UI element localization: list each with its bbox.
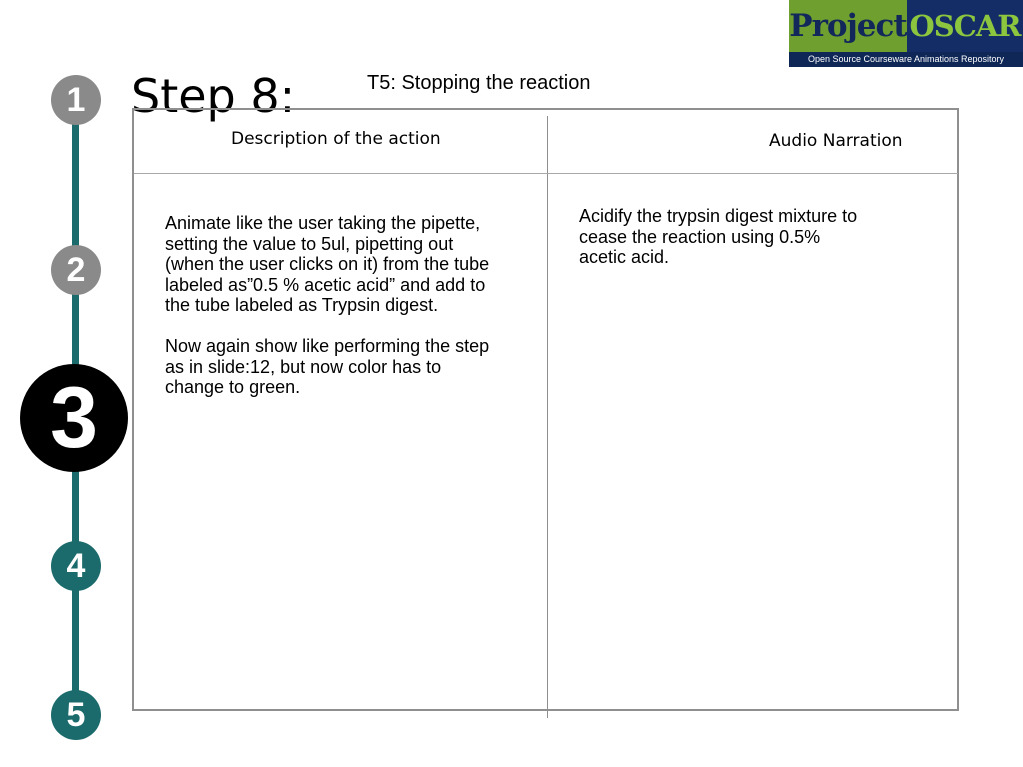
slide-subtitle: T5: Stopping the reaction	[367, 72, 591, 94]
step-5-circle[interactable]: 5	[51, 690, 101, 740]
step-1-circle[interactable]: 1	[51, 75, 101, 125]
description-paragraph: Animate like the user taking the pipette, setting the value to 5ul, pipetting out (when the user clicks on it) from the tube labeled as”0.5 % acetic acid” and add to the tube labeled as Trypsin digest.	[165, 213, 490, 315]
description-column-header: Description of the action	[231, 129, 441, 149]
slide-title: Step 8:	[131, 69, 296, 123]
storyboard-table	[132, 108, 959, 711]
audio-narration-cell: Acidify the trypsin digest mixture to cease the reaction using 0.5% acetic acid.	[579, 206, 858, 267]
step-4-circle[interactable]: 4	[51, 541, 101, 591]
step-3-circle-current[interactable]: 3	[20, 364, 128, 472]
description-paragraph: Now again show like performing the step as in slide:12, but now color has to change to green.	[165, 336, 490, 397]
project-oscar-logo	[789, 0, 1023, 67]
table-header-divider	[134, 173, 958, 174]
logo-project-word: Project	[789, 0, 907, 52]
description-cell	[165, 213, 505, 398]
logo-oscar-word: OSCAR	[907, 0, 1023, 52]
step-2-circle[interactable]: 2	[51, 245, 101, 295]
table-column-divider	[547, 116, 548, 718]
audio-column-header: Audio Narration	[769, 131, 903, 151]
logo-tagline: Open Source Courseware Animations Repository	[789, 52, 1023, 67]
